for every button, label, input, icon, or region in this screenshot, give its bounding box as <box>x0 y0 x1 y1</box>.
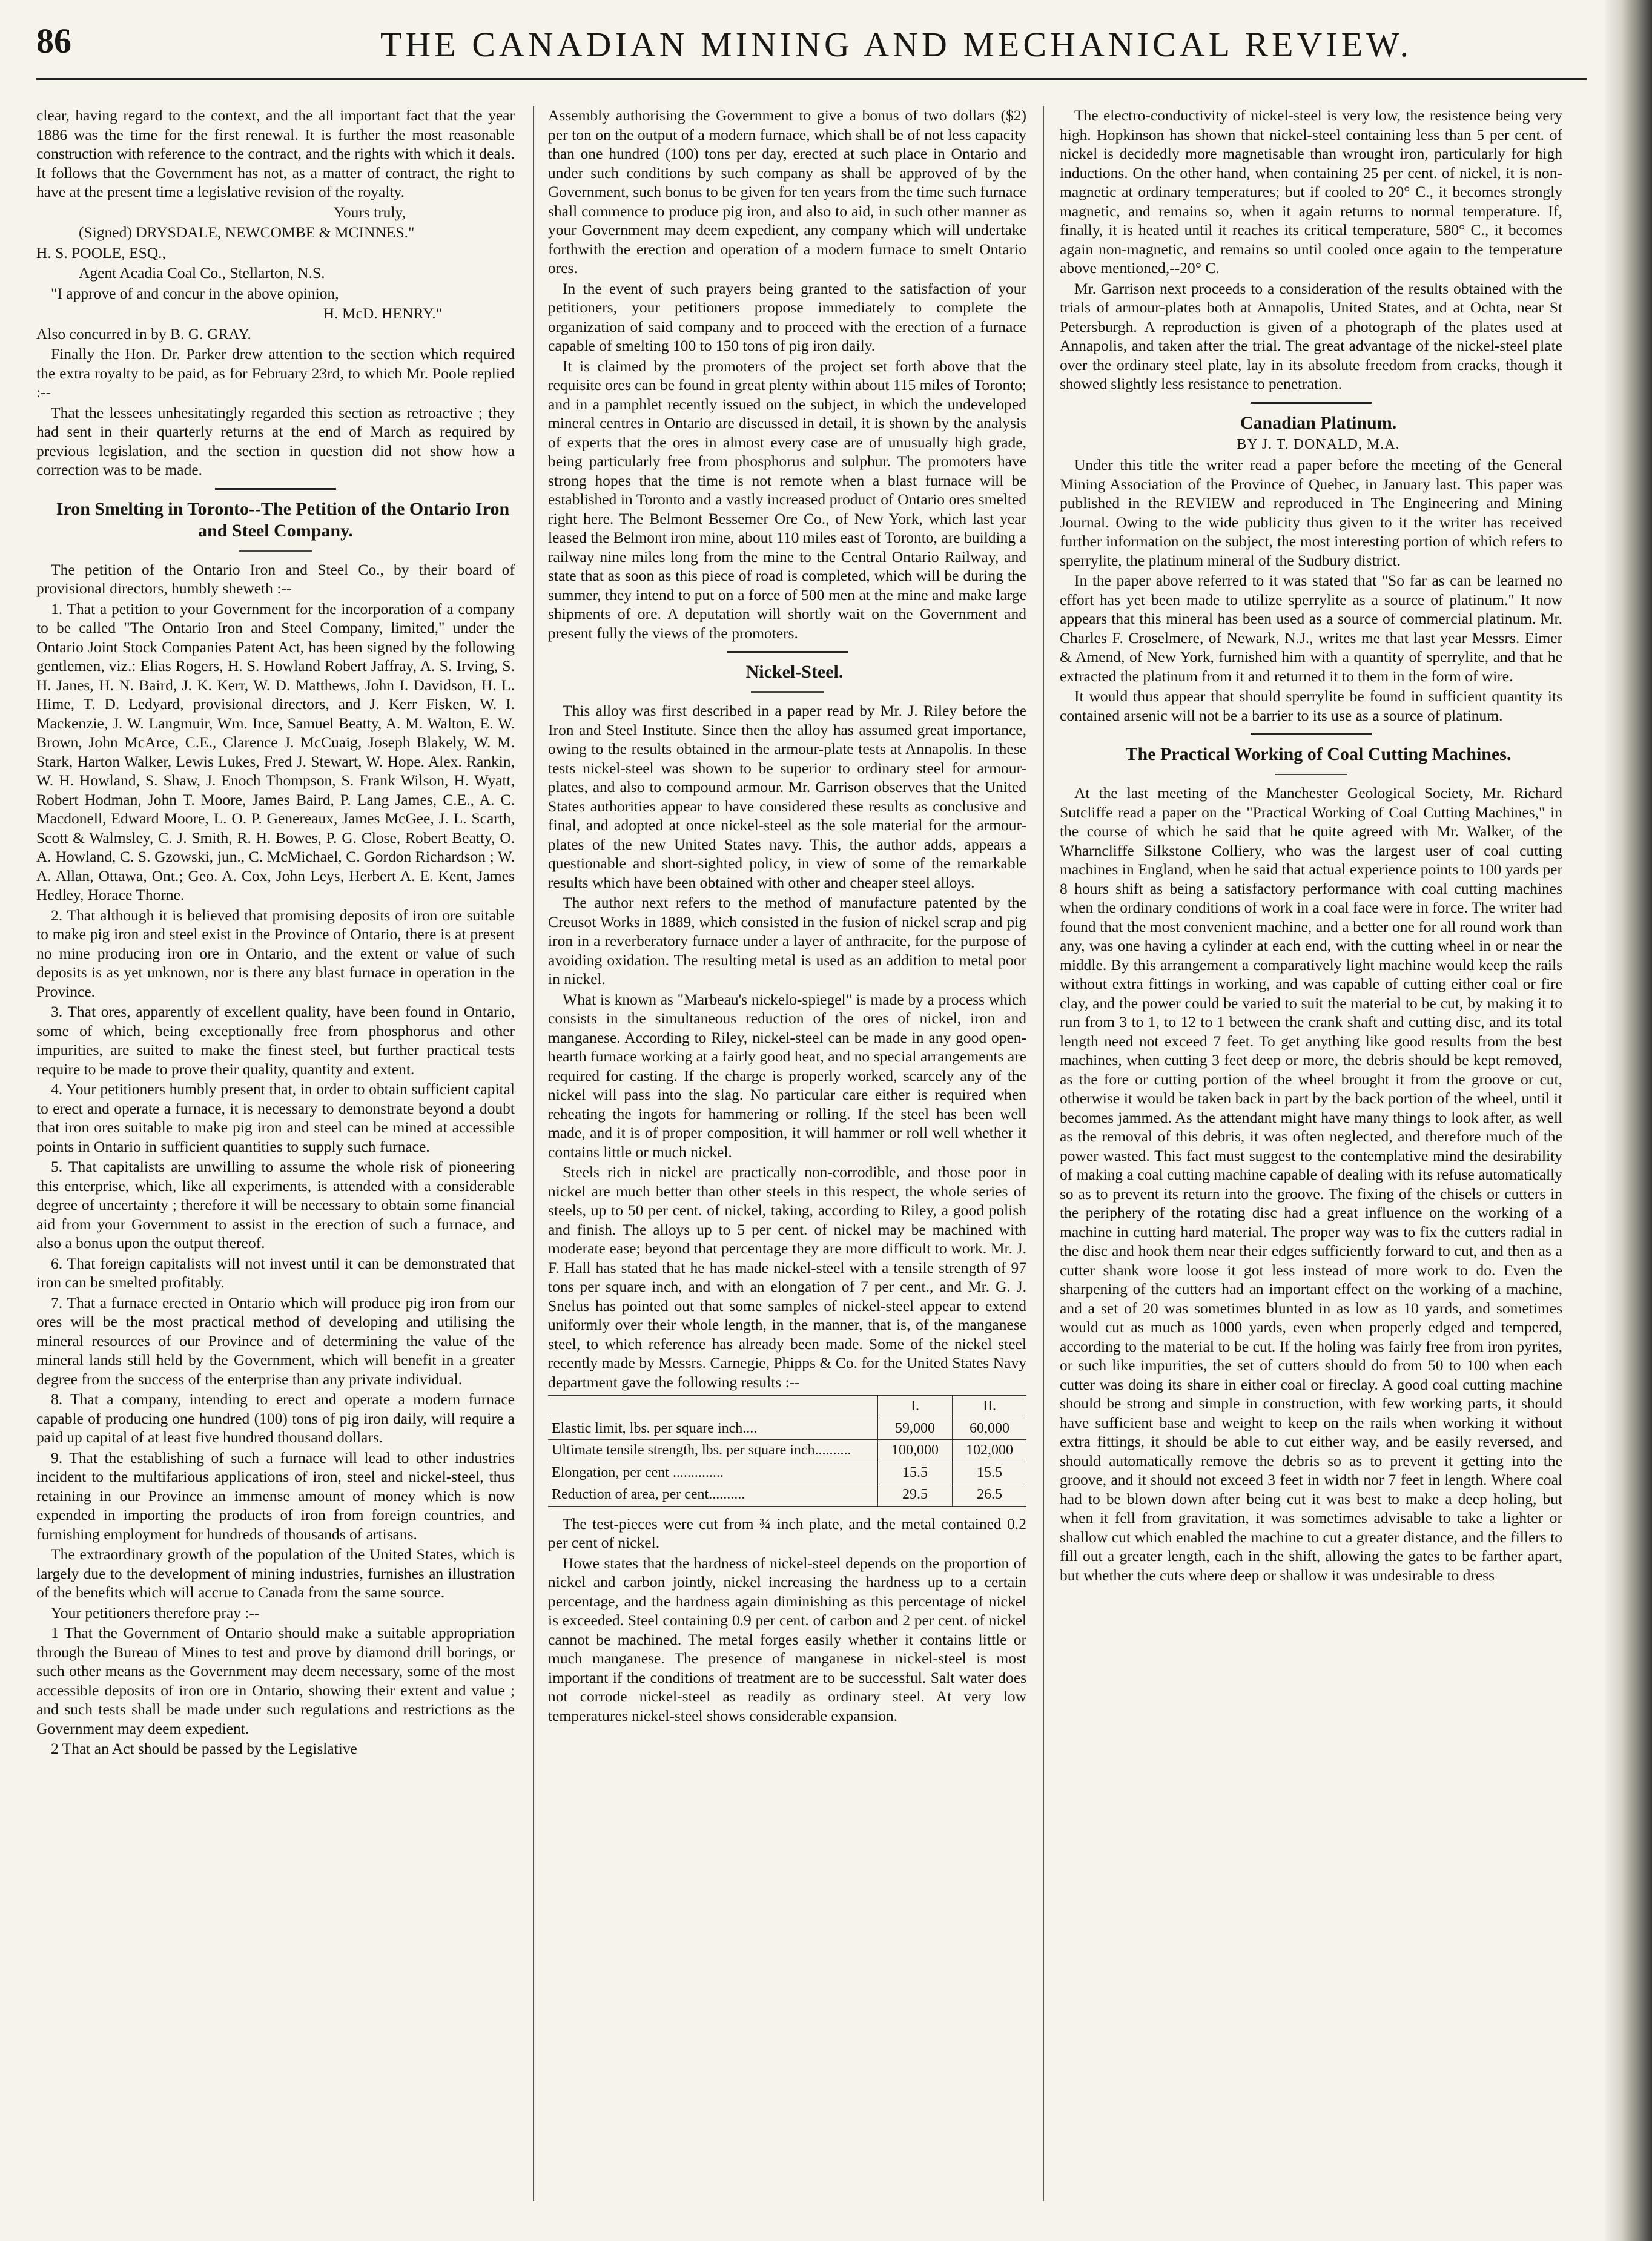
table-row <box>548 1418 1026 1440</box>
paragraph: 2. That although it is believed that promising deposits of iron ore suitable to make pig iron and steel exist in the Province of Ontario, there is at present no mine producing iron ore in Ontario, and the extent or value of such deposits is as yet unknown, nor is there any blast furnace in operation in the Province. <box>36 906 515 1000</box>
table-header-cell: II. <box>953 1396 1027 1418</box>
paragraph: In the event of such prayers being granted to the satisfaction of your petitioners, your petitioners propose immediately to complete the organization of said company and to proceed with the erection of a furnace capable of smelting 100 to 150 tons of pig iron daily. <box>548 279 1026 354</box>
table-cell: Elastic limit, lbs. per square inch.... <box>548 1418 878 1440</box>
paragraph: 2 That an Act should be passed by the Legislative <box>51 1740 357 1757</box>
paragraph: 3. That ores, apparently of excellent quality, have been found in Ontario, some of which, being exceptionally free from phosphorus and other impurities, are suited to make the finest steel, but further practical tests require to be made to prove their quality, quantity and extent. <box>36 1003 515 1078</box>
page-number: 86 <box>36 21 71 61</box>
table-cell: Reduction of area, per cent.......... <box>548 1484 878 1507</box>
paragraph: Finally the Hon. Dr. Parker drew attention to the section which required the extra royalty to be paid, as for February 23rd, to which Mr. Poole replied :-- <box>36 345 515 401</box>
paragraph: What is known as "Marbeau's nickelo-spiegel" is made by a process which consists in the simultaneous reduction of the ores of nickel, iron and manganese. According to Riley, nickel-steel can be made in any good open-hearth furnace working at a fairly good heat, and no special arrangements are required for casting. If the charge is properly worked, scarcely any of the nickel will pass into the slag. No particular care either is required when reheating the ingots for hammering or rolling. If the steel has been well made, and it is of proper composition, it will hammer or roll well whether it contains little or much nickel. <box>548 990 1026 1161</box>
paragraph: It would thus appear that should sperrylite be found in sufficient quantity its contained arsenic will not be a barrier to its use as a source of platinum. <box>1060 687 1562 724</box>
paragraph: Steels rich in nickel are practically non-corrodible, and those poor in nickel are much better than other steels in this respect, the whole series of steels, up to 50 per cent. of nickel, taking, according to Riley, a good polish and finish. The alloys up to 5 per cent. of nickel may be machined with moderate ease; beyond that percentage they are more difficult to work. Mr. J. F. Hall has stated that he has made nickel-steel with a tensile strength of 97 tons per square inch, and with an elongation of 7 per cent., and Mr. G. J. Snelus has pointed out that some samples of nickel-steel appear to extend uniformly over their whole length, in the manner, that is, of the manganese steel, to which reference has already been made. Some of the nickel steel recently made by Messrs. Carnegie, Phipps & Co. for the United States Navy department gave the following results :-- <box>548 1163 1026 1391</box>
column-1 <box>36 106 515 1760</box>
paragraph: Howe states that the hardness of nickel-steel depends on the proportion of nickel and carbon jointly, nickel increasing the hardness up to a certain percentage, and the hardness again diminishing as this percentage of nickel is exceeded. Steel containing 0.9 per cent. of carbon and 2 per cent. of nickel cannot be machined. The metal forges easily whether it contains little or much manganese. The presence of manganese in nickel-steel is most important if the conditions of treatment are to be successful. Salt water does not corrode nickel-steel as readily as ordinary steel. At very low temperatures nickel-steel shows considerable expansion. <box>548 1554 1026 1724</box>
paragraph: That the lessees unhesitatingly regarded this section as retroactive ; they had sent in their quarterly returns at the end of March as required by previous legislation, and the section in question did not show how a correction was to be made. <box>36 403 515 478</box>
paragraph: 5. That capitalists are unwilling to assume the whole risk of pioneering this enterprise, which, like all experiments, is attended with a considerable degree of uncertainty ; therefore it will be necessary to obtain some financial aid from your Government to assist in the erection of such a furnace, and also a bonus upon the output thereof. <box>36 1158 515 1252</box>
table-cell: Elongation, per cent .............. <box>548 1462 878 1484</box>
paragraph: 8. That a company, intending to erect and operate a modern furnace capable of producing one hundred (100) tons of pig iron daily, will require a paid up capital of at least five hundred thousand dollars. <box>36 1390 515 1446</box>
scan-edge <box>1605 0 1652 2241</box>
article-heading: Nickel-Steel. <box>745 662 844 682</box>
table-cell: 29.5 <box>878 1484 953 1507</box>
article-heading: Canadian Platinum. <box>1240 412 1397 433</box>
section-divider <box>239 550 312 552</box>
header-rule <box>36 78 1587 80</box>
table-cell: 15.5 <box>878 1462 953 1484</box>
paragraph: This alloy was first described in a paper read by Mr. J. Riley before the Iron and Steel Institute. Since then the alloy has assumed great importance, owing to the results obtained in the armour-plate tests at Annapolis. In these tests nickel-steel was shown to be superior to ordinary steel for armour-plates, and also to compound armour. Mr. Garrison observes that the United States authorities appear to have considered these results as conclusive and final, and adopted at once nickel-steel as the sole material for the armour-plates of the new United States navy. This, the author adds, appears a questionable and short-sighted policy, in view of some of the remarkable results which have been obtained with other and cheaper steel alloys. <box>548 702 1026 891</box>
section-divider <box>1275 774 1347 775</box>
paragraph: The electro-conductivity of nickel-steel is very low, the resistence being very high. Hopkinson has shown that nickel-steel containing less than 5 per cent. of nickel is decidedly more magnetisable than wrought iron, particularly for high inductions. On the other hand, when containing 25 per cent. of nickel, it is non-magnetic at ordinary temperatures; but if cooled to 20° C., it becomes strongly magnetic, and remains so, when it again returns to normal temperature. If, finally, it is heated until it reaches its critical temperature, 580° C., it becomes again non-magnetic, and remains so until cooled once again to the temperature above mentioned,--20° C. <box>1060 107 1562 277</box>
paragraph: Also concurred in by B. G. GRAY. <box>36 325 251 343</box>
table-header-cell <box>548 1396 878 1418</box>
paragraph: The author next refers to the method of manufacture patented by the Creusot Works in 1889, which consisted in the fusion of nickel scrap and pig iron in a reverberatory furnace under a layer of anthracite, for the purpose of avoiding oxidation. The resulting metal is used as an addition to metal poor in nickel. <box>548 894 1026 988</box>
section-divider <box>215 488 336 490</box>
paragraph: It is claimed by the promoters of the project set forth above that the requisite ores can be found in great plenty within about 115 miles of Toronto; and in a pamphlet recently issued on the subject, in which the undeveloped mineral centres in Ontario are discussed in detail, it is shown by the analysis of experts that the ores in almost every case are of unusually high grade, being particularly free from phosphorus and sulphur. The promoters have strong hopes that the time is not remote when a blast furnace will be established in Toronto and a vastly increased product of Ontario ores smelted right here. The Belmont Bessemer Ore Co., of New York, which last year leased the Belmont iron mine, about 110 miles east of Toronto, are building a railway nine miles long from the mine to the Central Ontario Railway, and state that as soon as this piece of road is completed, which will be during the summer, they intend to put on a force of 500 men at the mine and make large shipments of ore. A deputation will shortly wait on the Government and present fully the views of the promoters. <box>548 357 1026 642</box>
paragraph: 4. Your petitioners humbly present that, in order to obtain sufficient capital to erect and operate a furnace, it is necessary to demonstrate beyond a doubt that iron ores suitable to make pig iron and steel can be mined at accessible points in Ontario in sufficient quantities to supply such furnace. <box>36 1080 515 1155</box>
table-cell: 59,000 <box>878 1418 953 1440</box>
running-head: THE CANADIAN MINING AND MECHANICAL REVIEW. <box>380 25 1413 64</box>
table-cell: Ultimate tensile strength, lbs. per square inch.......... <box>548 1440 878 1462</box>
paragraph: 7. That a furnace erected in Ontario which will produce pig iron from our ores will be the most practical method of developing and utilising the mineral resources of our Province and of determining the value of the mineral lands still held by the Government, which will benefit in a greater degree from the success of the enterprise than any private individual. <box>36 1293 515 1388</box>
paragraph: Your petitioners therefore pray :-- <box>51 1603 260 1622</box>
table-header-cell: I. <box>878 1396 953 1418</box>
column-divider <box>1043 106 1044 2201</box>
paragraph: The petition of the Ontario Iron and Steel Co., by their board of provisional directors, humbly sheweth :-- <box>36 560 515 597</box>
paragraph: At the last meeting of the Manchester Geological Society, Mr. Richard Sutcliffe read a paper on the "Practical Working of Coal Cutting Machines," in the course of which he said that he quite agreed with Mr. Walker, of the Wharncliffe Silkstone Colliery, who was the largest user of coal cutting machines in England, when he said that actual experience points to 100 yards per 8 hours shift as being a satisfactory performance with coal cutting machines when the ordinary conditions of work in a coal face were in force. The writer had found that the most convenient machine, and a better one for all round work than any, was one having a cylinder at each end, with the cutting wheel in or near the middle. By this arrangement a comparatively light machine would keep the rails without extra fittings in working, and was capable of cutting either coal or fire clay, and the power could be varied to suit the material to be cut, by making it to run from 3 to 1, to 12 to 1 between the crank shaft and cutting disc, and its total length need not exceed 7 feet. To get anything like good results from the best machines, when cutting 3 feet deep or more, the debris should be kept removed, as the fore or cutting portion of the wheel brought it from the groove or cut, otherwise it would be taken back in part by the back portion of the wheel, until it becomes jammed. As the attendant might have many things to look after, as well as the removal of this debris, it was often neglected, and therefore much of the power wasted. This fact must suggest to the contemplative mind the desirability of making a coal cutting machine capable of dealing with its refuse automatically so as to prevent its return into the groove. The fixing of the chisels or cutters in the periphery of the rotating disc had a great influence on the working of a machine in cutting hard material. The proper way was to fix the cutters radial in the disc and hook them near their edges sufficiently forward to cut, and then as a cutter shank wore loose it got less instead of more work to do. Even the sharpening of the cutters had an important effect on the working of a machine, and a set of 20 was sometimes blunted in as low as 10 yards, and sometimes would cut as much as 1000 yards, even when properly edged and tempered, according to the material to be cut. If the holing was fairly free from iron pyrites, or such like impurities, the set of cutters should do from 50 to 100 when each cutter was doing its share in either coal or fireclay. A good coal cutting machine should be strong and simple in construction, with few working parts, it should have sufficient base and weight to keep on the rails when working it without extra fittings, it should be able to cut either way, and be easily reversed, and should automatically remove the debris so as to prevent it getting into the groove, and it should not exceed 3 feet in width nor 7 feet in length. Where coal had to be blown down after being cut it was best to make a deep holing, but when it fell from gravitation, it was sometimes advisable to take a lighter or shallow cut which enabled the machine to cut a greater distance, and the fillers to fill out a greater length, each in the shift, allowing the gates to be farther apart, but whether the cuts where deep or shallow it was undesirable to dress <box>1060 784 1562 1584</box>
column-3 <box>1060 106 1562 1586</box>
paragraph: Assembly authorising the Government to give a bonus of two dollars ($2) per ton on the output of a modern furnace, which shall be of not less capacity than one hundred (100) tons per day, erected at such place in Ontario and under such conditions by such company as shall be approved of by the Government, such bonus to be given for ten years from the time such furnace shall commence to produce pig iron, and also to aid, in such other manner as your Government may deem expedient, any company which will undertake forthwith the erection and operation of a modern furnace to smelt Ontario ores. <box>548 107 1026 277</box>
paragraph: 9. That the establishing of such a furnace will lead to other industries incident to the multifarious applications of iron, steel and nickel-steel, thus retaining in our Province an immense amount of money which is now expended in importing the products of iron from foreign countries, and furnishing employment for hundreds of thousands of artisans. <box>36 1448 515 1543</box>
paragraph: 1. That a petition to your Government for the incorporation of a company to be called "The Ontario Iron and Steel Company, limited," under the Ontario Joint Stock Companies Patent Act, has been signed by the following gentlemen, viz.: Elias Rogers, H. S. Howland Robert Jaffray, A. S. Irving, S. H. Janes, H. N. Baird, J. K. Kerr, W. D. Matthews, John I. Davidson, H. L. Hime, T. D. Ledyard, provisional directors, and J. Kerr Fisken, W. I. Mackenzie, J. W. Langmuir, Wm. Ince, Samuel Beatty, A. M. Walton, E. W. Brown, John McArce, C.E., Clarence J. McCuaig, Joseph Blakely, W. M. Stark, Harton Walker, Lewis Lukes, Fred J. Stewart, W. Hope. Alex. Rankin, W. H. Howland, S. Shaw, J. Enoch Thompson, S. Frank Wilson, H. Wyatt, Robert Hodman, John T. Moore, James Baird, P. Lang James, C.E., A. C. Macdonell, Edward Moore, L. O. P. Genereaux, James McGee, J. L. Scarth, Scott & Walmsley, C. J. Smith, R. H. Bowes, P. G. Close, Robert Beatty, O. A. Howland, C. S. Gzowski, jun., C. McMichael, C. Gordon Richardson ; W. A. Allan, Ottawa, Ont.; Geo. A. Cox, John Leys, Herbert A. E. Kent, James Hedley, Horace Thorne. <box>36 599 515 903</box>
section-divider <box>751 691 824 693</box>
paragraph: Agent Acadia Coal Co., Stellarton, N.S. <box>79 264 325 282</box>
table-row <box>548 1462 1026 1484</box>
signature: (Signed) DRYSDALE, NEWCOMBE & MCINNES." <box>79 223 415 241</box>
section-divider <box>1251 402 1372 404</box>
column-divider <box>533 106 534 2201</box>
paragraph: Yours truly, <box>333 203 406 221</box>
table-cell: 15.5 <box>953 1462 1027 1484</box>
paragraph: clear, having regard to the context, and the all important fact that the year 1886 was the time for the first renewal. It is further the most reasonable construction with reference to the contract, and the rights with which it deals. It follows that the Government has not, as a matter of contract, the right to have at the present time a legislative revision of the royalty. <box>36 107 515 200</box>
table-cell: 102,000 <box>953 1440 1027 1462</box>
paragraph: H. S. POOLE, ESQ., <box>36 243 166 262</box>
table-cell: 60,000 <box>953 1418 1027 1440</box>
table-row <box>548 1484 1026 1507</box>
paragraph: The test-pieces were cut from ¾ inch plate, and the metal contained 0.2 per cent of nickel. <box>548 1514 1026 1551</box>
column-2 <box>548 106 1026 1726</box>
table-row <box>548 1440 1026 1462</box>
table-cell: 100,000 <box>878 1440 953 1462</box>
paragraph: Mr. Garrison next proceeds to a consideration of the results obtained with the trials of armour-plates both at Annapolis, United States, and at Ochta, near St Petersburgh. A reproduction is given of a photograph of the plates used at Annapolis, and taken after the trial. The great advantage of the nickel-steel plate over the ordinary steel plate, lay in its absolute freedom from cracks, though it showed slightly less resistance to penetration. <box>1060 279 1562 392</box>
section-divider <box>727 651 848 653</box>
paragraph: "I approve of and concur in the above opinion, <box>51 284 339 302</box>
signature: H. McD. HENRY." <box>323 305 442 322</box>
paragraph: 1 That the Government of Ontario should make a suitable appropriation through the Bureau of Mines to test and prove by diamond drill borings, or such other means as the Government may deem necessary, some of the most accessible deposits of iron ore in Ontario, showing their extent and value ; and such tests shall be made under such regulations and restrictions as the Government may deem expedient. <box>36 1624 515 1737</box>
article-heading: The Practical Working of Coal Cutting Machines. <box>1125 744 1512 764</box>
paragraph: In the paper above referred to it was stated that "So far as can be learned no effort has yet been made to utilize sperrylite as a source of platinum." It now appears that this mineral has been used as a source of commercial platinum. Mr. Charles F. Croselmere, of Newark, N.J., writes me that last year Messrs. Eimer & Amend, of New York, furnished him with a quantity of sperrylite, and that he extracted the platinum from it and returned it to them in the form of wire. <box>1060 572 1562 685</box>
results-table <box>548 1395 1026 1507</box>
byline: BY J. T. DONALD, M.A. <box>1237 436 1400 452</box>
paragraph: Under this title the writer read a paper before the meeting of the General Mining Association of the Province of Quebec, in January last. This paper was published in the REVIEW and reproduced in The Engineering and Mining Journal. Owing to the wide publicity thus given to it the writer has received further information on the subject, the most interesting portion of which refers to sperrylite, the platinum mineral of the Sudbury district. <box>1060 456 1562 569</box>
section-divider <box>1251 733 1372 735</box>
article-heading: Iron Smelting in Toronto--The Petition of the Ontario Iron and Steel Company. <box>56 498 510 541</box>
paragraph: 6. That foreign capitalists will not invest until it can be demonstrated that iron can be smelted profitably. <box>36 1254 515 1291</box>
table-cell: 26.5 <box>953 1484 1027 1507</box>
table-header-row <box>548 1396 1026 1418</box>
paragraph: The extraordinary growth of the population of the United States, which is largely due to the development of mining industries, furnishes an illustration of the benefits which will accrue to Canada from the same source. <box>36 1545 515 1601</box>
